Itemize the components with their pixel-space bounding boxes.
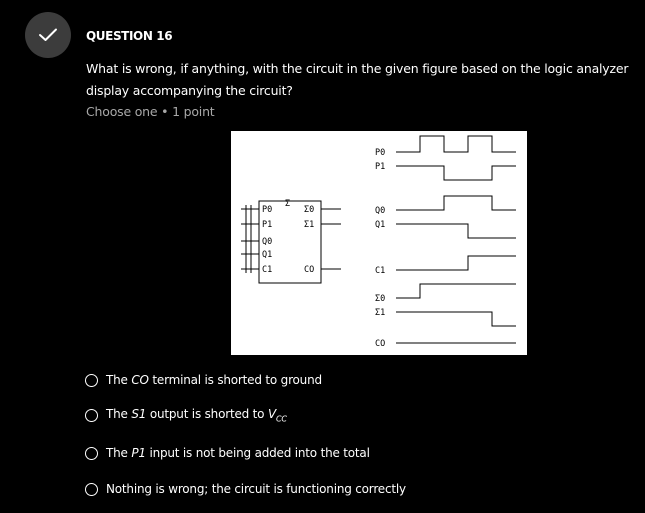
answer-text: Nothing is wrong; the circuit is functioning correctly (106, 482, 406, 496)
waveform-c1 (396, 256, 516, 270)
chip-input-q1: Q1 (262, 250, 273, 260)
radio-button[interactable] (85, 374, 98, 387)
analyzer-labels (375, 148, 385, 349)
chip-input-p1: P1 (262, 220, 273, 230)
analyzer-waveforms (396, 136, 516, 343)
analyzer-label-q1: Q1 (375, 220, 386, 230)
analyzer-label-q0: Q0 (375, 206, 386, 216)
answer-text: The P1 input is not being added into the total (106, 446, 370, 460)
answer-text: The CO terminal is shorted to ground (106, 373, 322, 387)
answer-option-4[interactable] (85, 482, 406, 496)
answer-option-1[interactable] (85, 373, 322, 387)
chip-input-c1: C1 (262, 265, 273, 275)
question-figure (231, 131, 527, 355)
chip-output-s0: Σ0 (304, 205, 315, 215)
chip-symbol: Σ (285, 199, 291, 209)
chip-input-p0: P0 (262, 205, 273, 215)
chip-output-s1: Σ1 (304, 220, 315, 230)
waveform-p0 (396, 136, 516, 152)
waveform-p1 (396, 166, 516, 180)
analyzer-label-s0: Σ0 (375, 294, 386, 304)
question-meta: Choose one • 1 point (86, 104, 215, 119)
analyzer-label-c1: C1 (375, 266, 386, 276)
analyzer-label-co: CO (375, 339, 386, 349)
radio-button[interactable] (85, 409, 98, 422)
answered-check-badge (25, 12, 71, 58)
answer-option-2[interactable] (85, 407, 287, 423)
waveform-s1 (396, 312, 516, 326)
waveform-q0 (396, 196, 516, 210)
radio-button[interactable] (85, 447, 98, 460)
radio-button[interactable] (85, 483, 98, 496)
answer-text: The S1 output is shorted to $V_{CC}$ (106, 407, 287, 424)
analyzer-label-s1: Σ1 (375, 308, 386, 318)
adder-chip (241, 199, 341, 283)
question-text: What is wrong, if anything, with the circuit in the given figure based on the logic analyzer display accompanying the circuit? (86, 61, 629, 98)
analyzer-label-p1: P1 (375, 162, 386, 172)
analyzer-label-p0: P0 (375, 148, 386, 158)
chip-input-q0: Q0 (262, 237, 273, 247)
waveform-q1 (396, 224, 516, 238)
question-title: QUESTION 16 (86, 29, 173, 43)
check-icon (38, 27, 58, 43)
chip-output-co: CO (304, 265, 315, 275)
answer-option-3[interactable] (85, 446, 370, 460)
waveform-s0 (396, 284, 516, 298)
